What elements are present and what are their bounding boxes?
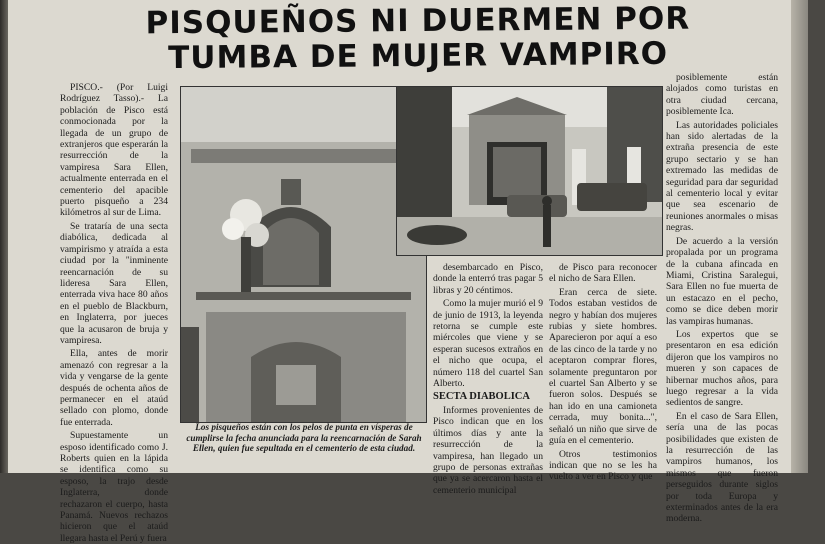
paragraph: Ella, antes de morir amenazó con regresar a la vida y vengarse de la gente después de ochenta años de permanecer en el ataúd sellado con plomo, donde fue enterrada. xyxy=(60,348,168,428)
paragraph: Eran cerca de siete. Todos estaban vestidos de negro y habían dos mujeres rubias y siete hombres. Aparecieron por aquí a eso de las cinco de la tarde y no aceptaron comprar flores, solamente preguntaron por el cuartel San Alberto y se fueron solos. Después se han ido en una camioneta cerrada, muy bonita...", señaló un niño que sirve de guía en el cementerio. xyxy=(549,286,657,447)
photo-cemetery-niche xyxy=(180,86,427,423)
article-column-2 xyxy=(433,262,543,496)
paragraph: Otros testimonios indican que no se les ha vuelto a ver en Pisco y que xyxy=(549,448,657,483)
photo-cemetery-entrance-image xyxy=(397,87,662,255)
headline-line-1: PISQUEÑOS NI DUERMEN POR xyxy=(145,0,691,42)
paragraph: Informes provenientes de Pisco indican que en los últimos días y ante la resurrección de la vampiresa, han llegado un grupo de personas extrañas que ya se acercaron hasta el cementerio municipal xyxy=(433,404,543,496)
headline-line-2: TUMBA DE MUJER VAMPIRO xyxy=(168,35,669,77)
photo-background-left xyxy=(0,0,8,473)
paragraph: De acuerdo a la versión propalada por un programa de la cubana afincada en Miami, Cristina Saralegui, Sara Ellen no fue muerta de un estacazo en el pecho, como se dice deben morir las vampiras humanas. xyxy=(666,235,778,327)
paragraph: Como la mujer murió el 9 de junio de 1913, la leyenda retorna se cumple este miércoles que viene y se esperan sucesos extraños en el nicho que ocupa, el número 118 del cuartel San Alberto. xyxy=(433,298,543,390)
page-edge xyxy=(791,0,808,473)
article-column-3 xyxy=(549,262,657,483)
article-column-4 xyxy=(666,72,778,525)
paragraph: de Pisco para reconocer el nicho de Sara Ellen. xyxy=(549,262,657,285)
article-column-1 xyxy=(60,82,168,544)
paragraph: Supuestamente un esposo identificado como J. Roberts quien en la lápida se identifica como su esposo, la trajo desde Inglaterra, donde rechazaron el cuerpo, hasta Panamá. Nuevos rechazos hicieron que el ataúd llegara hasta el Perú y fuera xyxy=(60,430,168,544)
photo-caption: Los pisqueños están con los pelos de punta en vísperas de cumplirse la fecha anunciada para la reencarnación de Sarah Ellen, quien fue sepultada en el cementerio de esta ciudad. xyxy=(186,422,422,453)
paragraph: desembarcado en Pisco, donde la enterró tras pagar 5 libras y 20 céntimos. xyxy=(433,262,543,296)
photo-cemetery-niche-image xyxy=(181,87,426,422)
paragraph: Se trataría de una secta diabólica, dedicada al vampirismo y atraída a esta ciudad por la "inminente reencarnación de su lideresa Sara Ellen, enterrada viva hace 80 años en el pueblo de Blackburn, en Inglaterra, por jueces que la acusaron de bruja y vampiresa. xyxy=(60,220,168,346)
paragraph: En el caso de Sara Ellen, sería una de las pocas posibilidades que existen de la resurrección de las vampiros humanos, los mismos que fueron perseguidos durante siglos por toda Europa y exterminados antes de la era moderna. xyxy=(666,410,778,525)
newspaper-page xyxy=(8,0,808,544)
paragraph: posiblemente están alojados como turistas en otra ciudad cercana, posiblemente Ica. xyxy=(666,72,778,118)
paragraph: Los expertos que se presentaron en esa edición dijeron que los vampiros no mueren y son capaces de hibernar muchos años, para luego regresar a la vida sedientos de sangre. xyxy=(666,328,778,409)
paragraph: Las autoridades policiales han sido alertadas de la extraña presencia de este grupo sectario y se han extremado las medidas de seguridad para dar seguridad al cementerio local y evitar que sea escenario de reuniones anormales o misas negras. xyxy=(666,119,778,234)
section-heading: SECTA DIABOLICA xyxy=(433,391,530,403)
photo-cemetery-entrance xyxy=(396,86,663,256)
headline xyxy=(48,1,789,77)
paragraph: PISCO.- (Por Luigi Rodríguez Tasso).- La población de Pisco está conmocionada por la llegada de un grupo de extranjeros que esperarán la resurrección de la vampiresa Sara Ellen, actualmente enterrada en el cementerio del apacible puerto pisqueño a 234 kilómetros al sur de Lima. xyxy=(60,82,168,219)
